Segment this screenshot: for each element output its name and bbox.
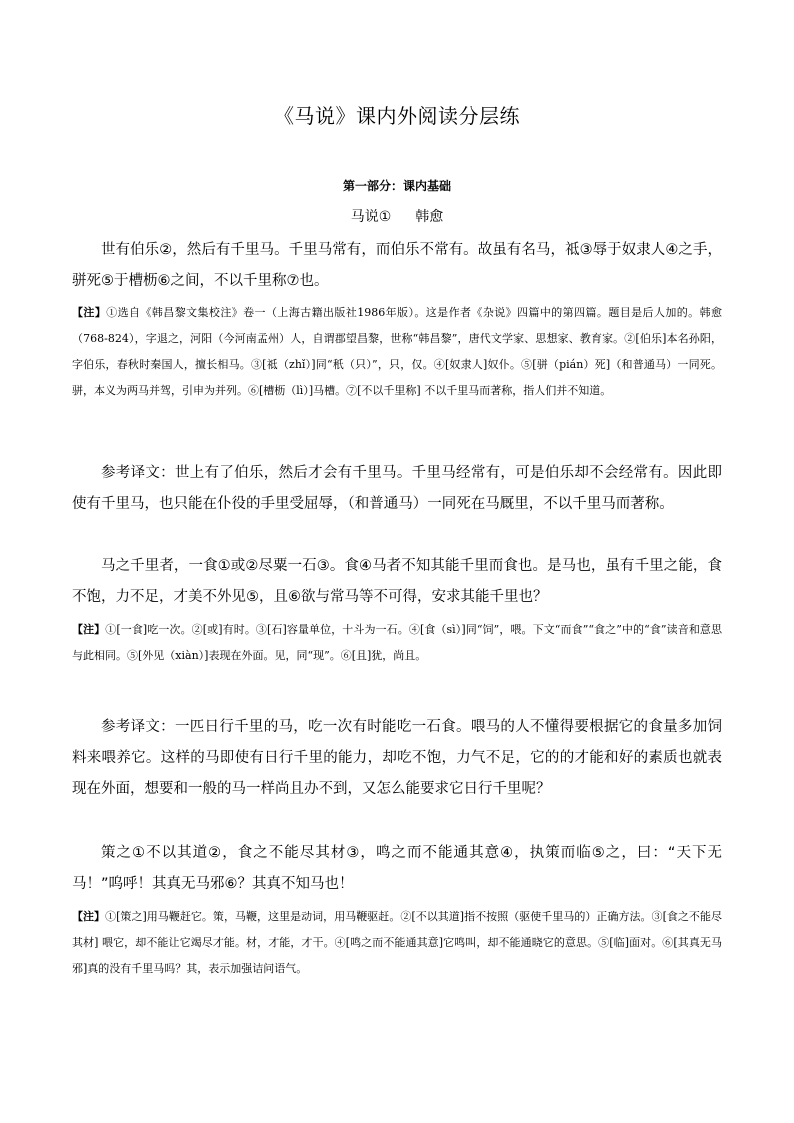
section-2-note-text: ①[一食]吃一次。②[或]有时。③[石]容量单位，十斗为一石。④[食（sì）]同“饲”，喂。下文“而食”“食之”中的“食”读音和意思与此相同。⑤[外见（xiàn）]表现在外面。见，同“现”。⑥[且]犹，尚且。 bbox=[72, 623, 723, 662]
section-2-translation-block bbox=[72, 712, 722, 805]
section-2-translation: 参考译文：一匹日行千里的马，吃一次有时能吃一石食。喂马的人不懂得要根据它的食量多加饲料来喂养它。这样的马即使有日行千里的能力，却吃不饱，力气不足，它的的才能和好的素质也就表现在外面，想要和一般的马一样尚且办不到，又怎么能要求它日行千里呢？ bbox=[72, 719, 722, 797]
note-tag: 【注】 bbox=[72, 910, 106, 923]
section-1-translation: 参考译文：世上有了伯乐，然后才会有千里马。千里马经常有，可是伯乐却不会经常有。因此即使有千里马，也只能在仆役的手里受屈辱，（和普通马）一同死在马厩里，不以千里马而著称。 bbox=[72, 465, 722, 512]
section-1-notes bbox=[72, 300, 722, 404]
section-2-text: 马之千里者，一食①或②尽粟一石③。食④马者不知其能千里而食也。是马也，虽有千里之能，食不饱，力不足，才美不外见⑤，且⑥欲与常马等不可得，安求其能千里也？ bbox=[72, 558, 722, 605]
section-3-notes bbox=[72, 904, 722, 982]
section-2-notes bbox=[72, 617, 722, 669]
section-1 bbox=[72, 235, 722, 297]
section-3-text: 策之①不以其道②，食之不能尽其材③，鸣之而不能通其意④，执策而临⑤之，曰：“天下无马！”呜呼！其真无马邪⑥？其真不知马也！ bbox=[72, 845, 722, 892]
essay-title: 马说① bbox=[350, 209, 392, 225]
page-title: 《马说》课内外阅读分层练 bbox=[274, 104, 520, 128]
note-tag: 【注】 bbox=[72, 623, 106, 636]
section-3-note bbox=[72, 904, 722, 982]
section-3-note-text: ①[策之]用马鞭赶它。策，马鞭，这里是动词，用马鞭驱赶。②[不以其道]指不按照（驱使千里马的）正确方法。③[食之不能尽其材] 喂它，却不能让它竭尽才能。材，才能，才干。④[鸣之而不能通其意]它鸣叫，却不能通晓它的意思。⑤[临]面对。⑥[其真无马邪]真的没有千里马吗？其，表示加强诘问语气。 bbox=[72, 910, 722, 975]
section-1-note bbox=[72, 300, 722, 404]
note-tag: 【注】 bbox=[72, 306, 107, 319]
section-3 bbox=[72, 838, 722, 900]
section-1-text: 世有伯乐②，然后有千里马。千里马常有，而伯乐不常有。故虽有名马，祗③辱于奴隶人④之手，骈死⑤于槽枥⑥之间，不以千里称⑦也。 bbox=[72, 242, 722, 289]
essay-heading bbox=[72, 206, 722, 226]
section-2-note bbox=[72, 617, 722, 669]
part-heading: 第一部分：课内基础 bbox=[342, 179, 451, 193]
essay-author: 韩愈 bbox=[415, 209, 444, 225]
section-1-translation-block bbox=[72, 458, 722, 520]
section-2 bbox=[72, 551, 722, 613]
section-1-note-text: ①选自《韩昌黎文集校注》卷一（上海古籍出版社1986年版）。这是作者《杂说》四篇中的第四篇。题目是后人加的。韩愈（768-824），字退之，河阳（今河南孟州）人，自谓郡望昌黎，世称“韩昌黎”，唐代文学家、思想家、教育家。②[伯乐]本名孙阳，字伯乐，春秋时秦国人，擅长相马。③[祗（zhǐ）]同“秖（只）”，只，仅。④[奴隶人]奴仆。⑤[骈（pián）死]（和普通马）一同死。骈，本义为两马并驾，引申为并列。⑥[槽枥（lì）]马槽。⑦[不以千里称] 不以千里马而著称，指人们并不知道。 bbox=[72, 306, 722, 397]
